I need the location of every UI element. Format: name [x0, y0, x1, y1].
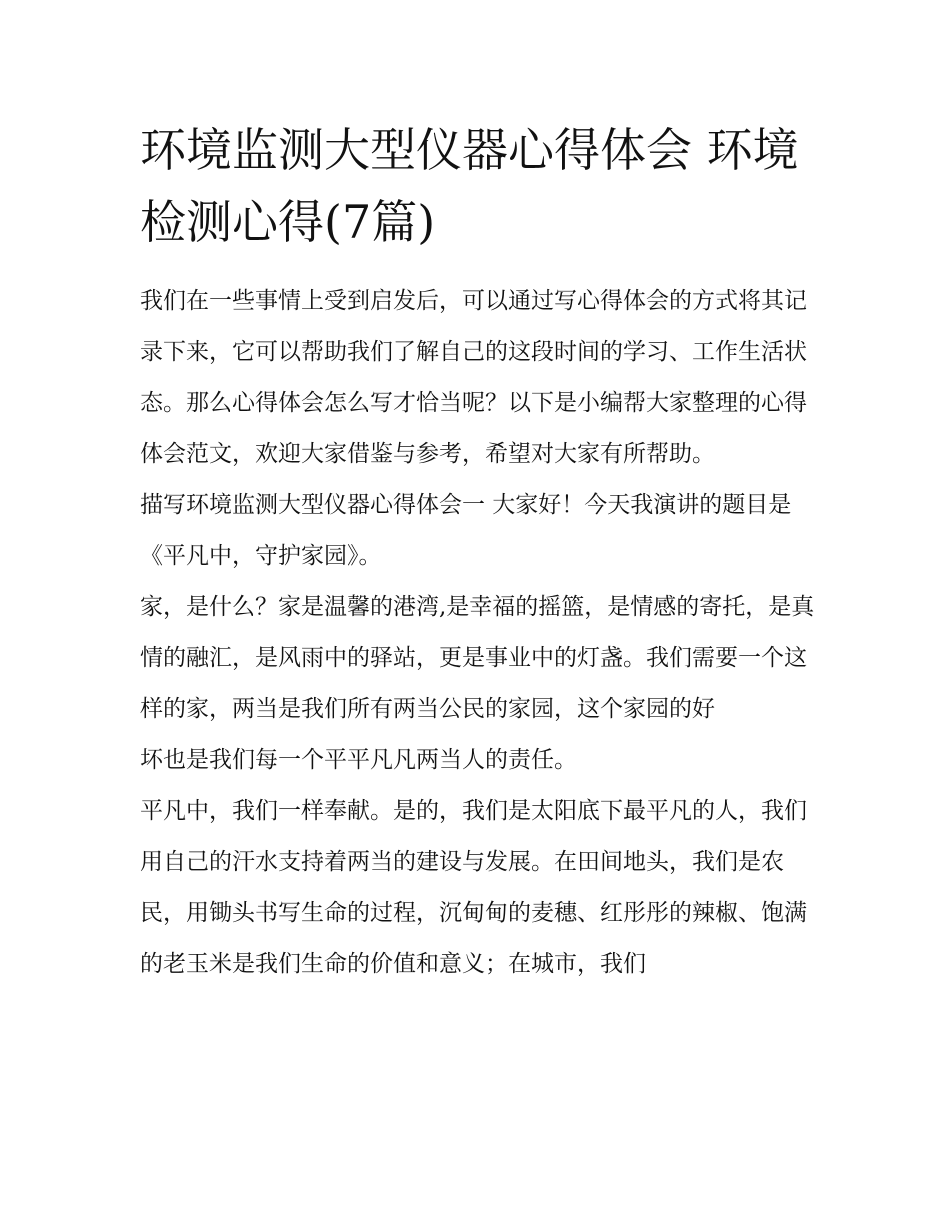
document-title: 环境监测大型仪器心得体会 环境检测心得(7篇)	[140, 123, 799, 249]
document-body	[140, 276, 820, 990]
paragraph-dedication: 平凡中，我们一样奉献。是的，我们是太阳底下最平凡的人，我们用自己的汗水支持着两当的建设与发展。在田间地头，我们是农民，用锄头书写生命的过程，沉甸甸的麦穗、红彤彤的辣椒、饱满的老玉米是我们生命的价值和意义；在城市，我们	[140, 798, 807, 977]
paragraph-home: 家，是什么？家是温馨的港湾,是幸福的摇篮，是情感的寄托，是真情的融汇，是风雨中的驿站，更是事业中的灯盏。我们需要一个这样的家，两当是我们所有两当公民的家园，这个家园的好	[140, 594, 815, 722]
paragraph-responsibility: 坏也是我们每一个平平凡凡两当人的责任。	[140, 747, 577, 773]
paragraph-intro: 我们在一些事情上受到启发后，可以通过写心得体会的方式将其记录下来，它可以帮助我们了解自己的这段时间的学习、工作生活状态。那么心得体会怎么写才恰当呢？以下是小编帮大家整理的心得体会范文，欢迎大家借鉴与参考，希望对大家有所帮助。	[140, 288, 807, 467]
paragraph-speech-opening: 描写环境监测大型仪器心得体会一 大家好！今天我演讲的题目是《平凡中，守护家园》。	[140, 492, 792, 569]
